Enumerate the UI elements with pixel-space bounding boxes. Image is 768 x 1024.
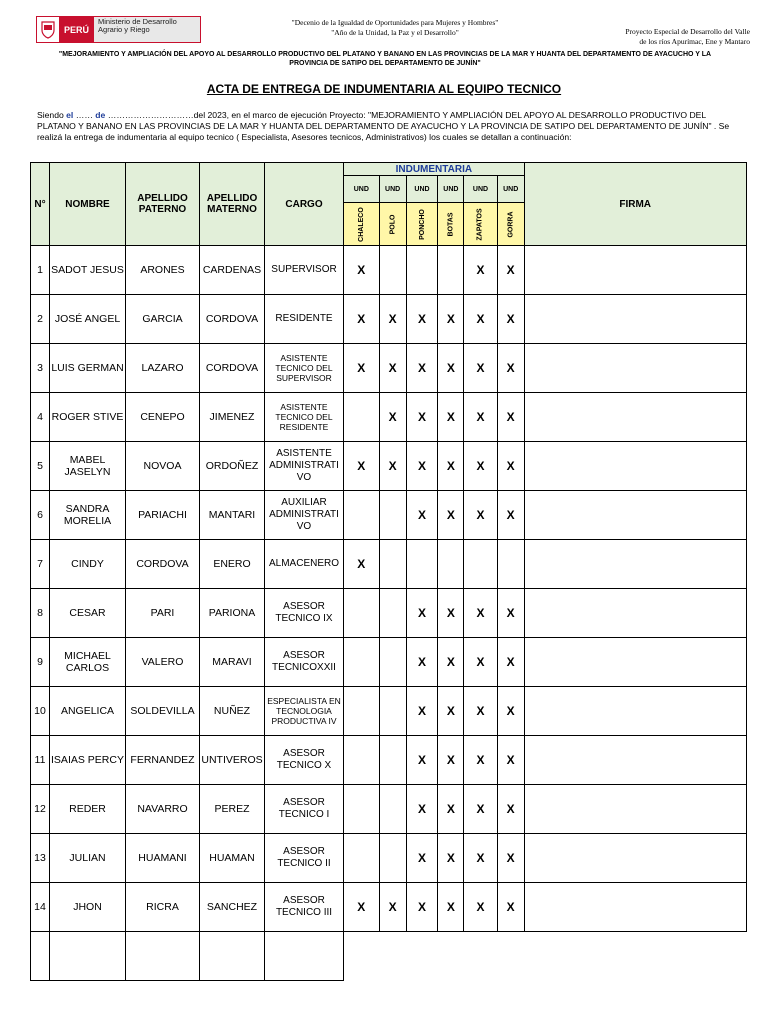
signature-cell[interactable]	[524, 736, 746, 785]
table-row	[31, 785, 747, 834]
row-nombre: ROGER STIVE	[50, 393, 126, 442]
row-mark-gorra: X	[497, 785, 524, 834]
row-mark-gorra: X	[497, 442, 524, 491]
row-mark-zapatos	[464, 540, 497, 589]
row-mark-poncho: X	[406, 638, 438, 687]
row-mark-polo: X	[379, 393, 406, 442]
row-mark-poncho: X	[406, 344, 438, 393]
row-mark-polo: X	[379, 344, 406, 393]
row-mark-chaleco	[344, 638, 380, 687]
row-mark-botas: X	[438, 344, 464, 393]
row-mark-polo	[379, 687, 406, 736]
row-mark-zapatos: X	[464, 638, 497, 687]
empty-cell	[497, 932, 524, 981]
item-poncho-header	[406, 203, 438, 246]
signature-cell[interactable]	[524, 491, 746, 540]
row-paterno: CORDOVA	[126, 540, 200, 589]
row-cargo: ASESOR TECNICO IX	[265, 589, 344, 638]
row-mark-botas: X	[438, 736, 464, 785]
row-mark-poncho: X	[406, 442, 438, 491]
item-botas-header	[438, 203, 464, 246]
row-cargo: ASESOR TECNICO X	[265, 736, 344, 785]
row-mark-gorra: X	[497, 638, 524, 687]
signature-cell[interactable]	[524, 246, 746, 295]
row-nombre: SADOT JESUS	[50, 246, 126, 295]
row-nombre: CINDY	[50, 540, 126, 589]
row-number: 6	[31, 491, 50, 540]
row-mark-botas: X	[438, 491, 464, 540]
unit-header: UND	[464, 176, 497, 203]
empty-cell	[200, 932, 265, 981]
unit-header: UND	[379, 176, 406, 203]
row-mark-zapatos: X	[464, 883, 497, 932]
row-cargo: ASISTENTE TECNICO DEL RESIDENTE	[265, 393, 344, 442]
row-mark-chaleco: X	[344, 246, 380, 295]
row-cargo: ASESOR TECNICO II	[265, 834, 344, 883]
row-mark-gorra: X	[497, 687, 524, 736]
row-mark-botas: X	[438, 785, 464, 834]
table-row	[31, 540, 747, 589]
row-mark-zapatos: X	[464, 246, 497, 295]
intro-month-blank: …………………………	[107, 110, 194, 120]
header-mottos	[230, 18, 560, 38]
row-mark-gorra: X	[497, 246, 524, 295]
row-materno: HUAMAN	[200, 834, 265, 883]
row-mark-chaleco	[344, 736, 380, 785]
row-mark-poncho	[406, 246, 438, 295]
intro-paragraph	[37, 110, 737, 143]
row-number: 4	[31, 393, 50, 442]
indumentaria-header: INDUMENTARIA	[344, 163, 525, 176]
row-nombre: SANDRA MORELIA	[50, 491, 126, 540]
row-nombre: LUIS GERMAN	[50, 344, 126, 393]
row-mark-gorra: X	[497, 344, 524, 393]
row-cargo: SUPERVISOR	[265, 246, 344, 295]
intro-el: el	[66, 110, 74, 120]
table-row	[31, 393, 747, 442]
row-mark-zapatos: X	[464, 589, 497, 638]
row-mark-poncho: X	[406, 736, 438, 785]
row-paterno: NOVOA	[126, 442, 200, 491]
ministry-logo	[36, 16, 201, 43]
table-row	[31, 491, 747, 540]
row-paterno: GARCIA	[126, 295, 200, 344]
row-mark-botas: X	[438, 638, 464, 687]
signature-cell[interactable]	[524, 883, 746, 932]
row-number: 10	[31, 687, 50, 736]
right-line-1: Proyecto Especial de Desarrollo del Valle	[625, 27, 750, 36]
row-number: 5	[31, 442, 50, 491]
row-mark-chaleco	[344, 491, 380, 540]
item-label: GORRA	[507, 210, 515, 238]
row-mark-gorra: X	[497, 883, 524, 932]
row-materno: CORDOVA	[200, 295, 265, 344]
row-paterno: ARONES	[126, 246, 200, 295]
table-row	[31, 834, 747, 883]
signature-cell[interactable]	[524, 344, 746, 393]
header-right	[560, 27, 750, 47]
intro-de: de	[95, 110, 106, 120]
row-nombre: ANGELICA	[50, 687, 126, 736]
row-cargo: ASESOR TECNICO I	[265, 785, 344, 834]
signature-cell[interactable]	[524, 442, 746, 491]
empty-cell	[265, 932, 344, 981]
row-mark-poncho: X	[406, 491, 438, 540]
row-number: 3	[31, 344, 50, 393]
row-mark-poncho: X	[406, 883, 438, 932]
row-mark-zapatos: X	[464, 442, 497, 491]
item-chaleco-header	[344, 203, 380, 246]
row-mark-chaleco: X	[344, 540, 380, 589]
signature-cell[interactable]	[524, 540, 746, 589]
row-materno: SANCHEZ	[200, 883, 265, 932]
empty-cell	[379, 932, 406, 981]
row-materno: CARDENAS	[200, 246, 265, 295]
row-mark-chaleco	[344, 687, 380, 736]
col-num-header: N°	[31, 163, 50, 246]
row-materno: PARIONA	[200, 589, 265, 638]
unit-header: UND	[438, 176, 464, 203]
item-label: POLO	[389, 214, 397, 234]
signature-cell[interactable]	[524, 834, 746, 883]
row-mark-chaleco: X	[344, 883, 380, 932]
row-materno: PEREZ	[200, 785, 265, 834]
row-nombre: JOSÉ ANGEL	[50, 295, 126, 344]
decade-line: "Decenio de la Igualdad de Oportunidades para Mujeres y Hombres"	[291, 18, 499, 27]
empty-cell	[31, 932, 50, 981]
row-nombre: ISAIAS PERCY	[50, 736, 126, 785]
row-mark-botas: X	[438, 589, 464, 638]
row-mark-polo	[379, 491, 406, 540]
row-mark-poncho: X	[406, 295, 438, 344]
signature-cell[interactable]	[524, 687, 746, 736]
row-mark-poncho	[406, 540, 438, 589]
row-number: 11	[31, 736, 50, 785]
row-cargo: ESPECIALISTA EN TECNOLOGIA PRODUCTIVA IV	[265, 687, 344, 736]
row-number: 8	[31, 589, 50, 638]
row-mark-chaleco	[344, 589, 380, 638]
table-row	[31, 442, 747, 491]
col-nombre-header: NOMBRE	[50, 163, 126, 246]
row-materno: JIMENEZ	[200, 393, 265, 442]
document-title: ACTA DE ENTREGA DE INDUMENTARIA AL EQUIPO TECNICO	[206, 82, 562, 96]
intro-day-blank: ……	[75, 110, 93, 120]
row-mark-chaleco: X	[344, 344, 380, 393]
row-mark-poncho: X	[406, 393, 438, 442]
signature-cell[interactable]	[524, 393, 746, 442]
row-mark-zapatos: X	[464, 393, 497, 442]
row-mark-chaleco: X	[344, 442, 380, 491]
row-number: 1	[31, 246, 50, 295]
row-nombre: REDER	[50, 785, 126, 834]
row-mark-zapatos: X	[464, 344, 497, 393]
empty-cell	[406, 932, 438, 981]
col-paterno-header: APELLIDO PATERNO	[126, 163, 200, 246]
row-mark-polo	[379, 834, 406, 883]
row-mark-poncho: X	[406, 589, 438, 638]
row-mark-chaleco	[344, 785, 380, 834]
row-mark-gorra: X	[497, 393, 524, 442]
row-materno: NUÑEZ	[200, 687, 265, 736]
empty-row	[31, 932, 747, 981]
row-mark-polo	[379, 540, 406, 589]
row-mark-zapatos: X	[464, 687, 497, 736]
row-mark-zapatos: X	[464, 736, 497, 785]
row-paterno: RICRA	[126, 883, 200, 932]
table-row	[31, 638, 747, 687]
row-paterno: LAZARO	[126, 344, 200, 393]
row-mark-botas: X	[438, 295, 464, 344]
row-cargo: ASISTENTE ADMINISTRATI VO	[265, 442, 344, 491]
row-mark-gorra: X	[497, 736, 524, 785]
row-number: 9	[31, 638, 50, 687]
signature-cell[interactable]	[524, 638, 746, 687]
row-mark-chaleco: X	[344, 295, 380, 344]
row-cargo: ALMACENERO	[265, 540, 344, 589]
unit-header: UND	[406, 176, 438, 203]
row-paterno: PARI	[126, 589, 200, 638]
intro-siendo: Siendo	[37, 110, 64, 120]
row-mark-gorra: X	[497, 295, 524, 344]
row-paterno: SOLDEVILLA	[126, 687, 200, 736]
row-mark-poncho: X	[406, 785, 438, 834]
row-nombre: CESAR	[50, 589, 126, 638]
project-name: "MEJORAMIENTO Y AMPLIACIÓN DEL APOYO AL DESARROLLO PRODUCTIVO DEL PLATANO Y BANANO EN LAS PROVINCIAS DE LA MAR Y HUANTA DEL DEPARTAMENTO DE AYACUCHO Y LA PROVINCIA DE SATIPO DEL DEPARTAMENTO DE JUNÍN"	[58, 51, 712, 67]
signature-cell[interactable]	[524, 785, 746, 834]
item-gorra-header	[497, 203, 524, 246]
row-mark-gorra: X	[497, 589, 524, 638]
row-mark-polo: X	[379, 442, 406, 491]
row-paterno: VALERO	[126, 638, 200, 687]
signature-cell[interactable]	[524, 295, 746, 344]
item-label: CHALECO	[357, 206, 365, 242]
row-mark-botas	[438, 540, 464, 589]
table-row	[31, 687, 747, 736]
row-cargo: ASISTENTE TECNICO DEL SUPERVISOR	[265, 344, 344, 393]
row-materno: ORDOÑEZ	[200, 442, 265, 491]
row-mark-polo	[379, 736, 406, 785]
table-row	[31, 736, 747, 785]
row-materno: CORDOVA	[200, 344, 265, 393]
col-firma-header: FIRMA	[524, 163, 746, 246]
row-mark-polo	[379, 246, 406, 295]
row-paterno: NAVARRO	[126, 785, 200, 834]
row-mark-botas: X	[438, 393, 464, 442]
row-paterno: FERNANDEZ	[126, 736, 200, 785]
row-number: 13	[31, 834, 50, 883]
item-label: BOTAS	[447, 212, 455, 236]
logo-ministry: Ministerio de Desarrollo Agrario y Riego	[94, 17, 200, 42]
row-mark-polo	[379, 785, 406, 834]
table-row	[31, 589, 747, 638]
item-label: ZAPATOS	[477, 207, 484, 241]
empty-cell	[50, 932, 126, 981]
logo-country: PERÚ	[59, 17, 94, 42]
row-mark-polo	[379, 638, 406, 687]
year-line: "Año de la Unidad, la Paz y el Desarrollo"	[331, 28, 459, 37]
row-paterno: PARIACHI	[126, 491, 200, 540]
indumentaria-table	[30, 162, 747, 981]
row-cargo: RESIDENTE	[265, 295, 344, 344]
empty-cell	[126, 932, 200, 981]
item-polo-header	[379, 203, 406, 246]
col-materno-header: APELLIDO MATERNO	[200, 163, 265, 246]
row-paterno: HUAMANI	[126, 834, 200, 883]
row-materno: ENERO	[200, 540, 265, 589]
row-number: 7	[31, 540, 50, 589]
col-cargo-header: CARGO	[265, 163, 344, 246]
table-row	[31, 883, 747, 932]
empty-cell	[438, 932, 464, 981]
row-mark-zapatos: X	[464, 785, 497, 834]
row-paterno: CENEPO	[126, 393, 200, 442]
row-mark-botas: X	[438, 883, 464, 932]
row-number: 14	[31, 883, 50, 932]
row-nombre: JHON	[50, 883, 126, 932]
table-body	[31, 246, 747, 981]
row-mark-gorra: X	[497, 491, 524, 540]
unit-header: UND	[344, 176, 380, 203]
row-mark-chaleco	[344, 393, 380, 442]
row-nombre: JULIAN	[50, 834, 126, 883]
row-mark-chaleco	[344, 834, 380, 883]
right-line-2: de los ríos Apurímac, Ene y Mantaro	[639, 37, 750, 46]
row-number: 12	[31, 785, 50, 834]
row-mark-botas: X	[438, 687, 464, 736]
intro-rest: del 2023, en el marco de ejecución Proyecto: "MEJORAMIENTO Y AMPLIACIÓN DEL APOYO AL DESARROLLO PRODUCTIVO DEL PLATANO Y BANANO EN LAS PROVINCIAS DE LA MAR Y HUANTA DEL DEPARTAMENTO DE AYACUCHO Y LA PROVINCIA DE SATIPO DEL DEPARTAMENTO DE JUNÍN" . Se realizá la entrega de indumentaria al equipo tecnico ( Especialista, Asesores tecnicos, Administrativos) los cuales se detallan a continuación:	[37, 110, 730, 142]
unit-header: UND	[497, 176, 524, 203]
item-label: PONCHO	[418, 208, 426, 240]
row-cargo: ASESOR TECNICOXXII	[265, 638, 344, 687]
empty-cell	[524, 932, 746, 981]
row-mark-polo: X	[379, 295, 406, 344]
row-mark-botas	[438, 246, 464, 295]
table-row	[31, 344, 747, 393]
row-mark-gorra	[497, 540, 524, 589]
row-mark-zapatos: X	[464, 834, 497, 883]
row-mark-poncho: X	[406, 834, 438, 883]
row-mark-polo	[379, 589, 406, 638]
empty-cell	[464, 932, 497, 981]
coat-of-arms-icon	[37, 17, 59, 42]
row-mark-polo: X	[379, 883, 406, 932]
row-materno: MANTARI	[200, 491, 265, 540]
row-mark-gorra: X	[497, 834, 524, 883]
row-mark-botas: X	[438, 442, 464, 491]
row-nombre: MABEL JASELYN	[50, 442, 126, 491]
item-zapatos-header	[464, 203, 497, 246]
table-row	[31, 246, 747, 295]
row-number: 2	[31, 295, 50, 344]
row-materno: MARAVI	[200, 638, 265, 687]
empty-cell	[344, 932, 380, 981]
row-nombre: MICHAEL CARLOS	[50, 638, 126, 687]
row-mark-zapatos: X	[464, 295, 497, 344]
row-cargo: ASESOR TECNICO III	[265, 883, 344, 932]
table-row	[31, 295, 747, 344]
row-mark-botas: X	[438, 834, 464, 883]
row-cargo: AUXILIAR ADMINISTRATI VO	[265, 491, 344, 540]
row-mark-poncho: X	[406, 687, 438, 736]
row-mark-zapatos: X	[464, 491, 497, 540]
signature-cell[interactable]	[524, 589, 746, 638]
row-materno: UNTIVEROS	[200, 736, 265, 785]
